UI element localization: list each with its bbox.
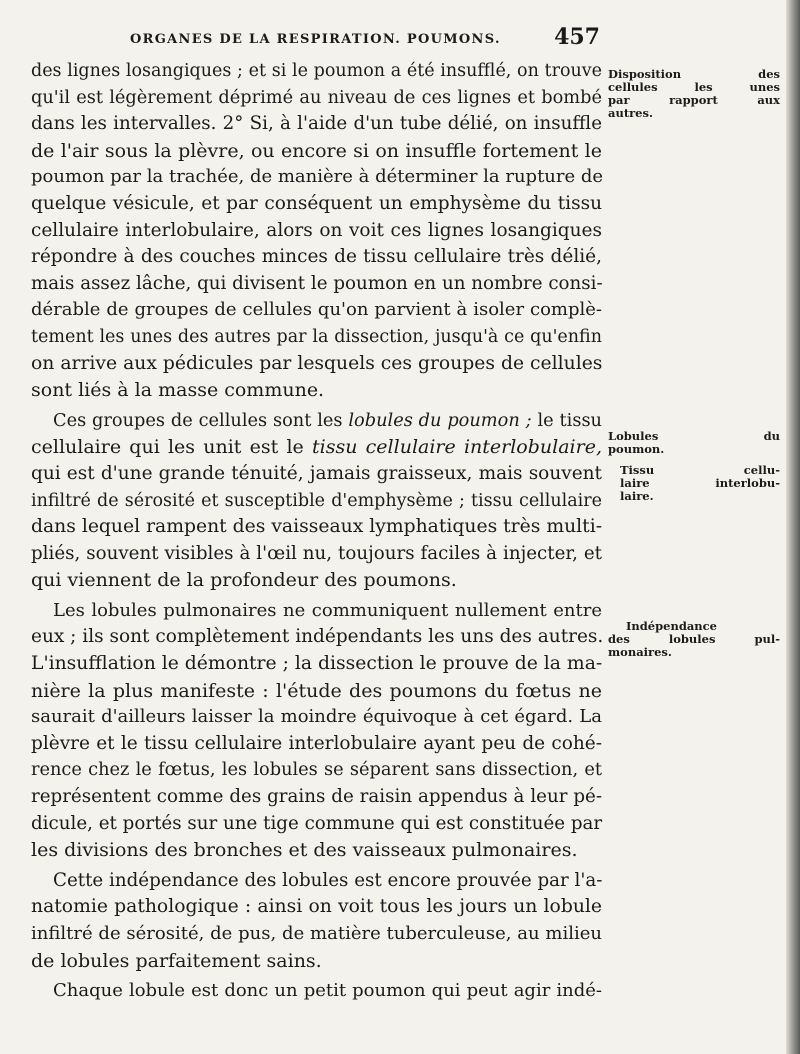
note-line: Disposition des xyxy=(608,67,780,81)
note-line: laire interlobu- xyxy=(620,476,780,490)
running-title: ORGANES DE LA RESPIRATION. POUMONS. xyxy=(130,32,501,47)
note-line: poumon. xyxy=(608,442,665,456)
text-line: quelque vésicule, et par conséquent un emphysème du tissu xyxy=(31,192,602,214)
text-line: saurait d'ailleurs laisser la moindre équivoque à cet égard. La xyxy=(31,706,602,728)
paragraph-1 xyxy=(31,58,602,404)
text-line: de lobules parfaitement sains. xyxy=(31,949,322,972)
text-line: plèvre et le tissu cellulaire interlobulaire ayant peu de cohé- xyxy=(31,732,602,754)
text-line: mais assez lâche, qui divisent le poumon en un nombre consi- xyxy=(31,272,603,294)
body-text xyxy=(31,58,602,1005)
paragraph-4 xyxy=(31,868,602,974)
text-line: qu'il est légèrement déprimé au niveau de ces lignes et bombé xyxy=(31,87,602,108)
text-line: dans lequel rampent des vaisseaux lymphatiques très multi- xyxy=(31,516,603,538)
text-line xyxy=(31,408,602,435)
page-binding-shadow xyxy=(786,0,800,1054)
text-line: on arrive aux pédicules par lesquels ces groupes de cellules xyxy=(31,352,603,374)
text-line: de l'air sous la plèvre, ou encore si on insuffle fortement le xyxy=(31,139,602,162)
text-line: tement les unes des autres par la dissection, jusqu'à ce qu'enfin xyxy=(31,326,602,347)
margin-note-disposition xyxy=(608,68,780,120)
text-segment: Ces groupes de cellules sont les xyxy=(53,410,343,431)
note-line: par rapport aux xyxy=(608,93,780,107)
text-line: dérable de groupes de cellules qu'on parvient à isoler complè- xyxy=(31,299,602,321)
term-tissu-cellulaire-interlobulaire: tissu cellulaire interlobulaire, xyxy=(312,436,602,459)
text-line: Cette indépendance des lobules est encore prouvée par l'a- xyxy=(53,869,603,891)
text-line: nière la plus manifeste : l'étude des poumons du fœtus ne xyxy=(31,679,602,702)
note-line: Lobules du xyxy=(608,429,780,443)
text-line: dicule, et portés sur une tige commune qui est constituée par xyxy=(31,812,603,834)
page-number: 457 xyxy=(554,24,600,50)
text-line: répondre à des couches minces de tissu cellulaire très délié, xyxy=(31,246,602,268)
margin-note-lobules xyxy=(608,430,780,456)
text-line: rence chez le fœtus, les lobules se séparent sans dissection, et xyxy=(31,760,602,781)
note-line: des lobules pul- xyxy=(608,632,780,646)
note-line: cellules les unes xyxy=(608,80,780,94)
text-segment: cellulaire qui les unit est le xyxy=(31,436,304,459)
text-line: eux ; ils sont complètement indépendants les uns des autres. xyxy=(31,626,604,648)
text-line xyxy=(31,434,602,461)
text-line: pliés, souvent visibles à l'œil nu, toujours faciles à injecter, et xyxy=(31,542,602,564)
text-line: les divisions des bronches et des vaisseaux pulmonaires. xyxy=(31,839,578,862)
paragraph-5 xyxy=(31,978,602,1005)
text-line: poumon par la trachée, de manière à déterminer la rupture de xyxy=(31,166,604,188)
margin-note-independance xyxy=(608,620,780,659)
text-line: qui est d'une grande ténuité, jamais graisseux, mais souvent xyxy=(31,462,602,484)
text-line: infiltré de sérosité, de pus, de matière tuberculeuse, au milieu xyxy=(31,923,602,944)
note-line: Tissu cellu- xyxy=(620,463,780,477)
text-segment: le tissu xyxy=(537,410,602,431)
note-line: laire. xyxy=(620,489,654,503)
text-line: des lignes losangiques ; et si le poumon a été insufflé, on trouve xyxy=(31,61,602,81)
paragraph-3 xyxy=(31,598,602,864)
text-line: représentent comme des grains de raisin appendus à leur pé- xyxy=(31,786,602,808)
note-line: Indépendance xyxy=(626,619,717,633)
text-line: Les lobules pulmonaires ne communiquent nullement entre xyxy=(53,599,602,621)
text-line: qui viennent de la profondeur des poumons. xyxy=(31,569,457,592)
text-line: Chaque lobule est donc un petit poumon qui peut agir indé- xyxy=(53,980,602,1002)
note-line: monaires. xyxy=(608,645,672,659)
text-line: natomie pathologique : ainsi on voit tous les jours un lobule xyxy=(31,896,602,918)
text-line: cellulaire interlobulaire, alors on voit ces lignes losangiques xyxy=(31,219,602,241)
text-line: infiltré de sérosité et susceptible d'emphysème ; tissu cellulaire xyxy=(31,490,602,511)
margin-note-tissu xyxy=(620,464,780,503)
page-header xyxy=(130,24,600,50)
note-line: autres. xyxy=(608,106,653,120)
text-line: L'insufflation le démontre ; la dissection le prouve de la ma- xyxy=(31,653,603,675)
text-line: sont liés à la masse commune. xyxy=(31,379,325,402)
term-lobules-du-poumon: lobules du poumon ; xyxy=(348,410,532,431)
paragraph-2 xyxy=(31,408,602,594)
text-line: dans les intervalles. 2° Si, à l'aide d'un tube délié, on insuffle xyxy=(31,113,602,135)
